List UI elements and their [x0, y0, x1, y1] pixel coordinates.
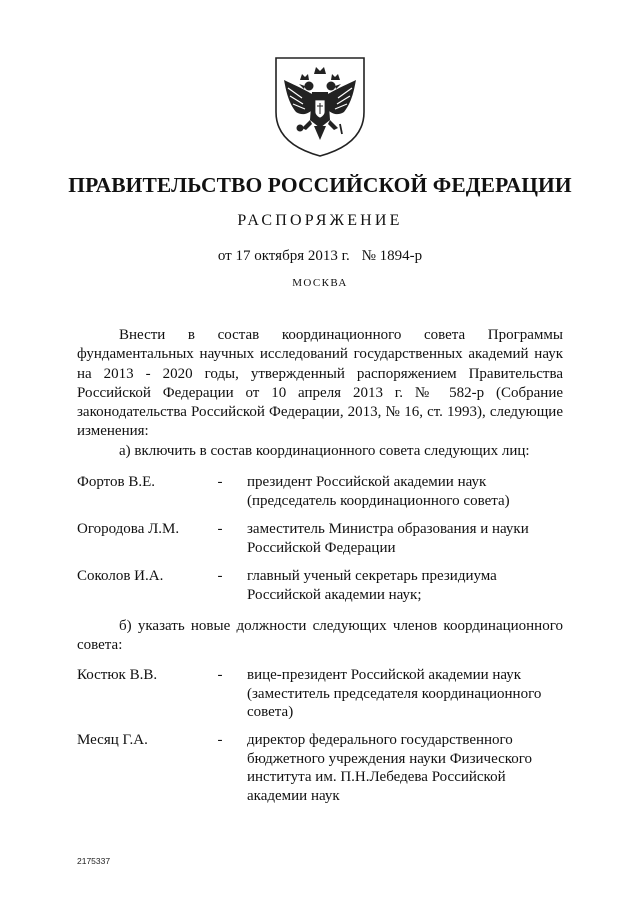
document-number: № 1894-р — [361, 248, 423, 264]
section-b-block — [77, 617, 563, 656]
section-b-heading: б) указать новые должности следующих членов координационного совета: — [77, 618, 563, 654]
document-code: 2175337 — [77, 856, 111, 866]
government-title: ПРАВИТЕЛЬСТВО РОССИЙСКОЙ ФЕДЕРАЦИИ — [68, 173, 572, 197]
document-type: РАСПОРЯЖЕНИЕ — [237, 212, 403, 229]
member-dash: - — [217, 667, 223, 683]
member-dash: - — [217, 474, 223, 490]
member-dash: - — [217, 568, 223, 584]
member-name: Фортов В.Е. — [77, 474, 156, 490]
document-body — [77, 326, 563, 461]
date-line — [0, 248, 640, 265]
city: МОСКВА — [292, 277, 348, 289]
member-position: главный ученый секретарь президиума Российской академии наук; — [247, 568, 497, 603]
section-a-heading: а) включить в состав координационного совета следующих лиц: — [119, 442, 530, 459]
member-name: Костюк В.В. — [77, 667, 158, 683]
member-name: Соколов И.А. — [77, 568, 164, 584]
member-position: президент Российской академии наук (председатель координационного совета) — [247, 474, 510, 509]
member-position: заместитель Министра образования и науки Российской Федерации — [247, 521, 529, 556]
member-position: вице-президент Российской академии наук (заместитель председателя координационного совета) — [247, 667, 542, 720]
document-date: от 17 октября 2013 г. — [217, 248, 350, 264]
intro-paragraph: Внести в состав координационного совета Программы фундаментальных научных исследований государственных академий наук на 2013 - 2020 годы, утвержденный распоряжением Правительства Российской Федерации от 10 апреля 2013 г. № 582-р (Собрание законодательства Российской Федерации, 2013, № 16, ст. 1993), следующие изменения: — [77, 327, 563, 440]
member-name: Огородова Л.М. — [77, 521, 180, 537]
member-dash: - — [217, 521, 223, 537]
coat-of-arms-emblem — [272, 54, 368, 158]
member-position: директор федерального государственного бюджетного учреждения науки Физического института им. П.Н.Лебедева Российской академии наук — [247, 732, 533, 804]
member-name: Месяц Г.А. — [77, 732, 148, 748]
member-dash: - — [217, 732, 223, 748]
